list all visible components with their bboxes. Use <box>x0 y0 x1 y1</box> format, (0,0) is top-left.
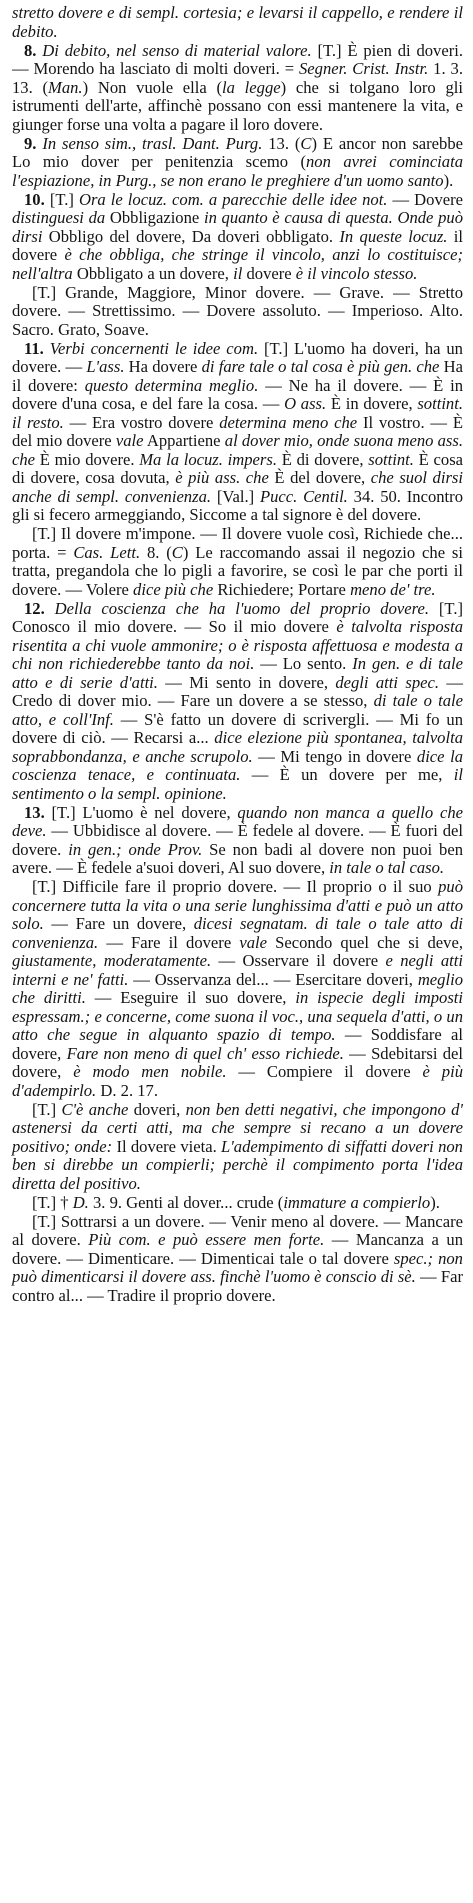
italic-gloss: sottint. il resto. <box>12 394 463 432</box>
entry-paragraph <box>12 1194 463 1213</box>
entry-text: Richiedere; Portare <box>213 579 351 599</box>
italic-gloss: distinguesi da <box>12 208 106 227</box>
entry-text: [T.] È pien di doveri. — Morendo ha lasciato di molti doveri. = <box>12 40 464 78</box>
italic-gloss: è modo men nobile. <box>73 1062 227 1081</box>
entry-paragraph <box>12 878 463 1100</box>
section-number: 12. <box>24 598 55 618</box>
entry-text: [T.] L'uomo è nel dovere, <box>51 802 238 822</box>
italic-gloss: giustamente, moderatamente. <box>12 951 212 970</box>
italic-gloss: è più ass. che <box>175 468 269 487</box>
italic-gloss: C <box>300 133 312 153</box>
entry-text: — Era vostro dovere <box>63 412 220 432</box>
italic-gloss: il <box>233 263 243 283</box>
italic-gloss: in quanto è causa di questa. Onde può dirsi <box>12 208 463 246</box>
entry-text: Obbligato a un dovere, <box>72 263 234 283</box>
italic-gloss: stretto dovere e di sempl. cortesia; e levarsi il cappello, e rendere il debito. <box>12 3 463 41</box>
entry-text: — Dovere <box>387 189 463 209</box>
entry-text: Il vostro. — È del mio dovere <box>12 412 463 450</box>
italic-gloss: Della coscienza che ha l'uomo del proprio dovere. <box>54 598 429 618</box>
entry-paragraph <box>12 525 463 599</box>
italic-gloss: questo determina meglio. <box>84 375 259 395</box>
entry-text: il dovere <box>12 226 463 264</box>
entry-paragraph <box>12 284 463 340</box>
italic-gloss: di tale o tale atto, e coll'Inf. <box>12 691 463 729</box>
entry-text: — Sdebitarsi del dovere, <box>12 1043 463 1081</box>
entry-text: ) che si tolgano loro gli istrumenti dell'arte, affinchè possano con essi mantenere la vita, e giunger forse una volta a pagare il loro dovere. <box>12 77 463 134</box>
entry-text: 3. 9. Genti al dover... crude ( <box>88 1192 284 1212</box>
entry-text: — Far contro al... — Tradire il proprio dovere. <box>12 1267 463 1305</box>
entry-text: — Lo sento. <box>254 654 353 673</box>
italic-gloss: in gen.; onde Prov. <box>68 839 203 859</box>
italic-gloss: è che obbliga, che stringe il vincolo, anzi lo costituisce; nell'altra <box>12 245 463 283</box>
entry-text: — Eseguire il suo dovere, <box>85 988 296 1007</box>
section-number: 11. <box>24 338 50 358</box>
italic-gloss: L'ass. <box>86 357 125 376</box>
italic-gloss: quando non manca a quello che deve. <box>12 802 463 840</box>
italic-gloss: Pucc. Centil. <box>259 486 348 506</box>
italic-gloss: vale <box>239 932 267 952</box>
entry-text: [T.] Il dovere m'impone. — Il dovere vuole così, Richiede che... porta. = <box>12 524 463 562</box>
entry-text: 1. 3. 13. ( <box>12 59 463 97</box>
entry-text: Secondo quel che si deve, <box>266 932 463 952</box>
entry-text: — S'è fatto un dovere di scrivergli. — Mi fo un dovere di ciò. — Recarsi a... <box>12 709 463 747</box>
italic-gloss: e negli atti interni e ne' fatti. <box>12 951 463 989</box>
italic-gloss: è più d'adempirlo. <box>12 1062 463 1100</box>
entry-text: — Compiere il dovere <box>226 1062 423 1081</box>
italic-gloss: al dover mio, onde suona meno ass. che <box>12 431 463 469</box>
italic-gloss: è il vincolo stesso. <box>295 263 418 283</box>
entry-paragraph <box>12 1101 463 1194</box>
entry-text: ) Non vuole ella ( <box>82 77 223 97</box>
entry-text: [T.] <box>32 1099 62 1119</box>
entry-text: ) E ancor non sarebbe Lo mio dover per penitenzia scemo ( <box>12 133 464 171</box>
italic-gloss: vale <box>115 431 144 450</box>
italic-gloss: di fare tale o tal cosa è più gen. che <box>201 357 440 376</box>
entry-text: — Fare il dovere <box>98 932 240 952</box>
entry-text: Obbligazione <box>105 208 204 227</box>
entry-text: [T.] Difficile fare il proprio dovere. — Il proprio o il suo <box>32 877 439 896</box>
entry-paragraph <box>12 4 463 41</box>
italic-gloss: In queste locuz. <box>339 226 448 246</box>
italic-gloss: in ispecie degli imposti espressam.; e concerne, come suona il voc., una sequela d'atti, o un atto che segue in alquanto spazio di tempo. <box>12 988 463 1044</box>
italic-gloss: In gen. e di tale atto e di serie d'atti. <box>12 654 464 692</box>
section-number: 9. <box>24 133 43 153</box>
entry-text: — Mi sento in dovere, <box>157 672 336 692</box>
entry-text: 13. ( <box>262 133 301 153</box>
italic-gloss: immature a compierlo <box>283 1192 431 1212</box>
italic-gloss: Fare non meno di quel ch' esso richiede. <box>66 1043 344 1063</box>
entry-text: doveri, <box>128 1099 186 1119</box>
entry-text: È di dovere, <box>276 449 369 469</box>
italic-gloss: C'è anche <box>61 1099 129 1119</box>
italic-gloss: è talvolta risposta risentita a chi vuole ammonire; o è risposta affettuosa e modesta a chi non richiederebbe tanto da noi. <box>12 617 464 673</box>
italic-gloss: dice la coscienza tenace, e continuata. <box>12 746 463 784</box>
italic-gloss: dice elezione più spontanea, talvolta soprabbondanza, e anche scrupolo. <box>12 728 463 766</box>
italic-gloss: in tale o tal caso. <box>329 858 445 877</box>
italic-gloss: Ma la locuz. impers. <box>139 449 277 469</box>
entry-text: Appartiene <box>143 431 225 450</box>
entry-text: [Val.] <box>211 486 260 506</box>
entry-text: È cosa di dovere, cosa dovuta, <box>12 449 464 487</box>
italic-gloss: dicesi segnatam. di tale o tale atto di convenienza. <box>12 914 464 952</box>
entry-text: ) Le raccomando assai il negozio che si tratta, pregandola che lo pigli a favorire, se così le par che porti il dovere. — Volere <box>12 542 463 599</box>
italic-gloss: meno de' tre. <box>350 579 436 599</box>
entry-text: ). <box>443 170 454 190</box>
entry-text: Obbligo del dovere, Da doveri obbligato. <box>42 226 340 246</box>
entry-text: È in dovere, <box>326 394 418 413</box>
entry-text: — Credo di dover mio. — Fare un dovere a se stesso, <box>12 672 463 710</box>
italic-gloss: determina meno che <box>219 412 358 432</box>
entry-text: 34. 50. Incontro gli si fecero armeggiando, Siccome a tal signore è del dovere. <box>12 486 463 524</box>
italic-gloss: la legge <box>222 77 281 97</box>
entry-text: È del dovere, <box>268 468 371 487</box>
entry-text: [T.] † <box>32 1192 73 1212</box>
italic-gloss: non avrei cominciata l'espiazione, in Purg., se non erano le preghiere d'un uomo santo <box>12 152 463 190</box>
italic-gloss: sottint. <box>368 449 414 469</box>
italic-gloss: Man. <box>48 77 83 97</box>
entry-text: È mio dovere. <box>35 449 140 469</box>
entry-paragraph <box>12 1213 463 1306</box>
entry-text: [T.] L'uomo ha doveri, ha un dovere. — <box>12 338 463 376</box>
section-number: 13. <box>24 802 52 822</box>
entry-text: — Osservanza del... — Esercitare doveri, <box>128 969 418 989</box>
italic-gloss: il sentimento o la sempl. opinione. <box>12 765 463 803</box>
entry-paragraph <box>12 340 463 525</box>
entry-text: 8. ( <box>140 542 172 562</box>
entry-paragraph <box>12 600 463 804</box>
italic-gloss: non ben detti negativi, che impongono d' astenersi da certi atti, ma che sempre si recano a un dovere positivo; onde: <box>12 1099 463 1156</box>
section-number: 8. <box>24 40 43 60</box>
entry-text: — Osservare il dovere <box>211 951 386 970</box>
entry-text: [T.] Conosco il mio dovere. — So il mio dovere <box>12 598 463 636</box>
italic-gloss: degli atti spec. <box>335 672 440 692</box>
entry-text: ). <box>430 1192 440 1212</box>
entry-text: — Ne ha il dovere. — È in dovere d'una cosa, e del fare la cosa. — <box>12 375 463 413</box>
entry-text: Ha il dovere: <box>12 357 463 395</box>
entry-paragraph <box>12 804 463 878</box>
entry-text: Il dovere vieta. <box>112 1136 222 1156</box>
entry-text: Se non badi al dovere non puoi ben avere. — È fedele a'suoi doveri, Al suo dovere, <box>12 839 463 877</box>
italic-gloss: può concernere tutta la vita o una serie lunghissima d'atti e può un atto solo. <box>12 877 463 933</box>
italic-gloss: Di debito, nel senso di material valore. <box>42 40 312 60</box>
entry-text: D. 2. 17. <box>96 1080 158 1100</box>
entry-paragraph <box>12 135 463 191</box>
italic-gloss: Segner. Crist. Instr. <box>299 59 429 78</box>
italic-gloss: L'adempimento di siffatti doveri non ben si direbbe un compierli; perchè il compimento porta l'idea diretta del positivo. <box>12 1136 463 1193</box>
entry-paragraph <box>12 191 463 284</box>
italic-gloss: Verbi concernenti le idee com. <box>49 338 259 358</box>
italic-gloss: Più com. e può essere men forte. <box>88 1230 325 1249</box>
entry-text: — Soddisfare al dovere, <box>12 1025 463 1063</box>
italic-gloss: dice più che <box>133 579 214 599</box>
italic-gloss: spec.; non può dimenticarsi il dovere ass. finchè l'uomo è conscio di sè. <box>12 1248 463 1286</box>
entry-text: — È un dovere per me, <box>240 765 454 784</box>
italic-gloss: che suol dirsi anche di sempl. convenienza. <box>12 468 463 506</box>
entry-paragraph <box>12 42 463 135</box>
entry-text: dovere <box>242 263 296 283</box>
italic-gloss: D. <box>72 1192 89 1212</box>
entry-text: [T.] Sottrarsi a un dovere. — Venir meno al dovere. — Mancare al dovere. <box>12 1211 463 1249</box>
entry-text: [T.] <box>49 189 79 209</box>
entry-text: [T.] Grande, Maggiore, Minor dovere. — Grave. — Stretto dovere. — Strettissimo. — Dovere assoluto. — Imperioso. Alto. Sacro. Grato, Soave. <box>12 282 463 339</box>
entry-text: — Fare un dovere, <box>43 914 194 933</box>
entry-text: — Mancanza a un dovere. — Dimenticare. — Dimenticai tale o tal dovere <box>12 1230 463 1268</box>
entry-text: — Mi tengo in dovere <box>252 746 417 766</box>
italic-gloss: Ora le locuz. com. a parecchie delle idee not. <box>78 189 388 209</box>
italic-gloss: O ass. <box>284 394 327 413</box>
italic-gloss: C <box>171 542 183 562</box>
italic-gloss: meglio che diritti. <box>12 969 463 1007</box>
italic-gloss: In senso sim., trasl. Dant. Purg. <box>42 133 263 153</box>
entry-text: Ha dovere <box>124 357 202 376</box>
section-number: 10. <box>24 189 50 209</box>
entry-text: — Ubbidisce al dovere. — È fedele al dovere. — È fuori del dovere. <box>12 821 463 859</box>
italic-gloss: Cas. Lett. <box>73 542 141 562</box>
